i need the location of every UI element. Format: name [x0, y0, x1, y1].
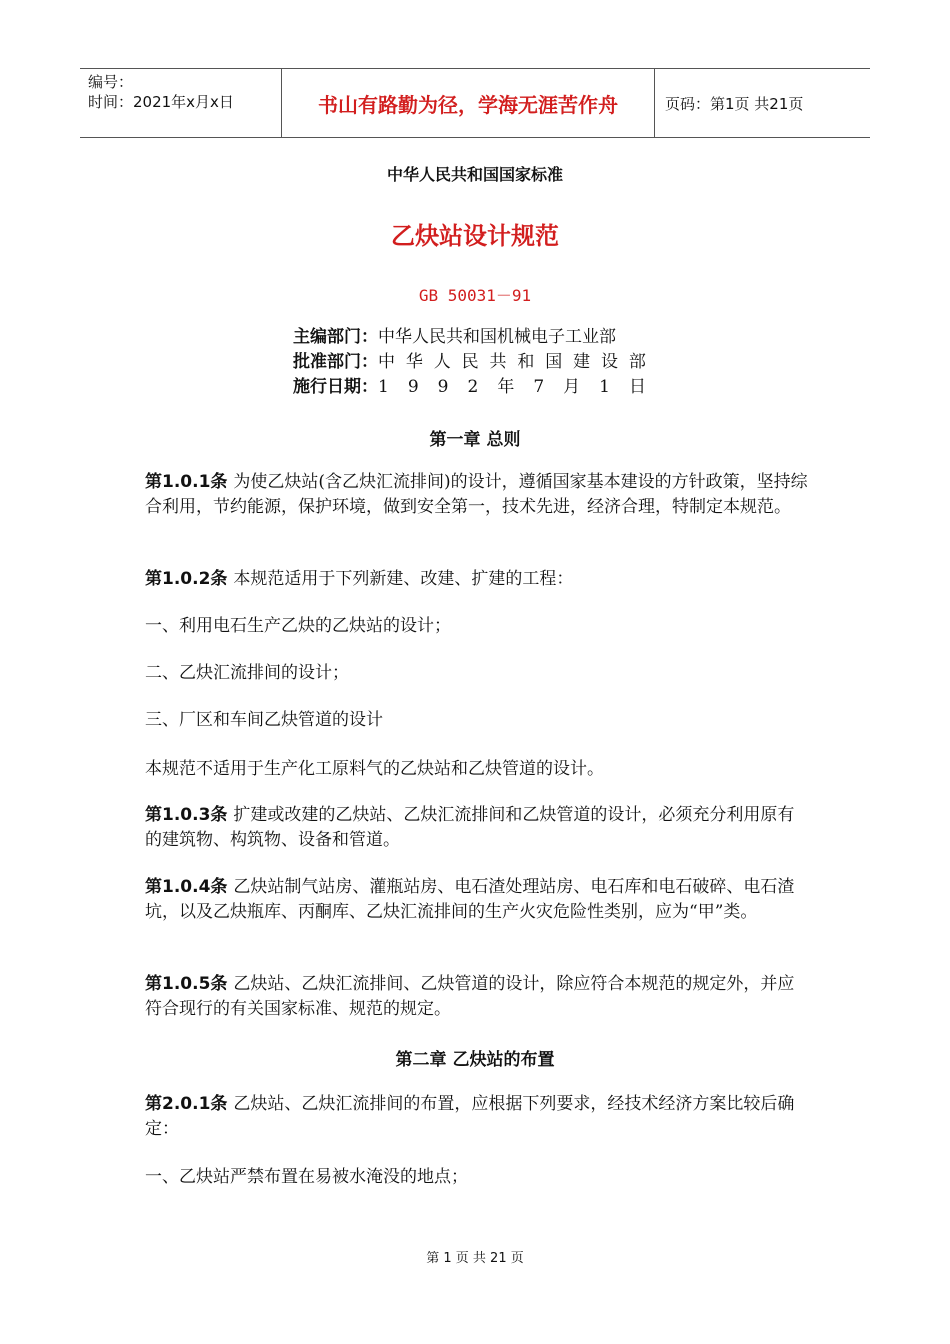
document-title: 乙炔站设计规范	[391, 222, 559, 250]
article-text: 乙炔站制气站房、灌瓶站房、电石渣处理站房、电石库和电石破碎、电石渣坑，以及乙炔瓶库、丙酮库、乙炔汇流排间的生产火灾危险性类别，应为“甲”类。	[145, 877, 795, 922]
standard-code: GB 50031－91	[418, 286, 532, 305]
meta-value	[378, 375, 646, 400]
list-item: 一、利用电石生产乙炔的乙炔站的设计；	[145, 616, 451, 636]
meta-char: 共	[489, 352, 507, 372]
chapter-2-title: 第二章 乙炔站的布置	[395, 1050, 555, 1070]
meta-label: 主编部门：	[293, 327, 378, 347]
meta-char: 月	[563, 377, 581, 397]
meta-char: 2	[467, 377, 479, 397]
meta-value	[378, 350, 646, 375]
meta-char: 7	[533, 377, 545, 397]
meta-value: 中华人民共和国机械电子工业部	[378, 327, 616, 347]
article-text: 乙炔站、乙炔汇流排间的布置，应根据下列要求，经技术经济方案比较后确定：	[145, 1094, 795, 1139]
article-1-0-1	[145, 470, 810, 520]
article-text: 为使乙炔站(含乙炔汇流排间)的设计，遵循国家基本建设的方针政策，坚持综合利用，节约能源，保护环境，做到安全第一，技术先进，经济合理，特制定本规范。	[145, 472, 808, 517]
header-motto: 书山有路勤为径，学海无涯苦作舟	[282, 69, 655, 137]
meta-char: 华	[405, 352, 423, 372]
article-1-0-2	[145, 567, 810, 592]
meta-char: 建	[573, 352, 591, 372]
page-footer: 第 1 页 共 21 页	[426, 1251, 524, 1266]
article-1-0-4	[145, 875, 810, 925]
scope-note: 本规范不适用于生产化工原料气的乙炔站和乙炔管道的设计。	[145, 759, 604, 779]
header-left-cell	[80, 69, 282, 137]
meta-char: 民	[461, 352, 479, 372]
list-item: 二、乙炔汇流排间的设计；	[145, 663, 349, 683]
article-number: 第2.0.1条	[145, 1094, 228, 1114]
article-1-0-3	[145, 803, 810, 853]
meta-char: 人	[433, 352, 451, 372]
meta-char: 设	[601, 352, 618, 372]
article-number: 第1.0.5条	[145, 974, 228, 994]
meta-char: 9	[407, 377, 419, 397]
article-text: 扩建或改建的乙炔站、乙炔汇流排间和乙炔管道的设计，必须充分利用原有的建筑物、构筑物、设备和管道。	[145, 805, 795, 850]
meta-block	[293, 325, 673, 400]
meta-char: 9	[437, 377, 449, 397]
meta-char: 中	[378, 352, 395, 372]
header-page-info: 页码：第1页 共21页	[665, 94, 804, 113]
chapter-1-title: 第一章 总则	[429, 430, 521, 450]
meta-approver	[293, 350, 673, 375]
meta-label: 批准部门：	[293, 352, 378, 372]
meta-char: 国	[545, 352, 563, 372]
list-item: 三、厂区和车间乙炔管道的设计	[145, 710, 383, 730]
article-text: 本规范适用于下列新建、改建、扩建的工程：	[233, 569, 574, 589]
standard-type: 中华人民共和国国家标准	[386, 165, 563, 184]
meta-char: 部	[628, 352, 646, 372]
meta-editor	[293, 325, 673, 350]
article-number: 第1.0.1条	[145, 472, 228, 492]
list-item: 一、乙炔站严禁布置在易被水淹没的地点；	[145, 1167, 468, 1187]
page-header	[80, 68, 870, 138]
article-number: 第1.0.3条	[145, 805, 228, 825]
meta-char: 和	[517, 352, 535, 372]
meta-effective-date	[293, 375, 673, 400]
article-1-0-5	[145, 972, 810, 1022]
meta-char: 1	[599, 377, 610, 397]
article-number: 第1.0.4条	[145, 877, 228, 897]
time-label: 时间：2021年x月x日	[88, 93, 234, 111]
meta-char: 年	[497, 377, 515, 397]
article-2-0-1	[145, 1092, 810, 1142]
number-label: 编号：	[88, 73, 134, 91]
article-number: 第1.0.2条	[145, 569, 228, 589]
meta-char: 1	[378, 377, 389, 397]
article-text: 乙炔站、乙炔汇流排间、乙炔管道的设计，除应符合本规范的规定外，并应符合现行的有关国家标准、规范的规定。	[145, 974, 795, 1019]
meta-label: 施行日期：	[293, 377, 378, 397]
meta-char: 日	[628, 377, 646, 397]
